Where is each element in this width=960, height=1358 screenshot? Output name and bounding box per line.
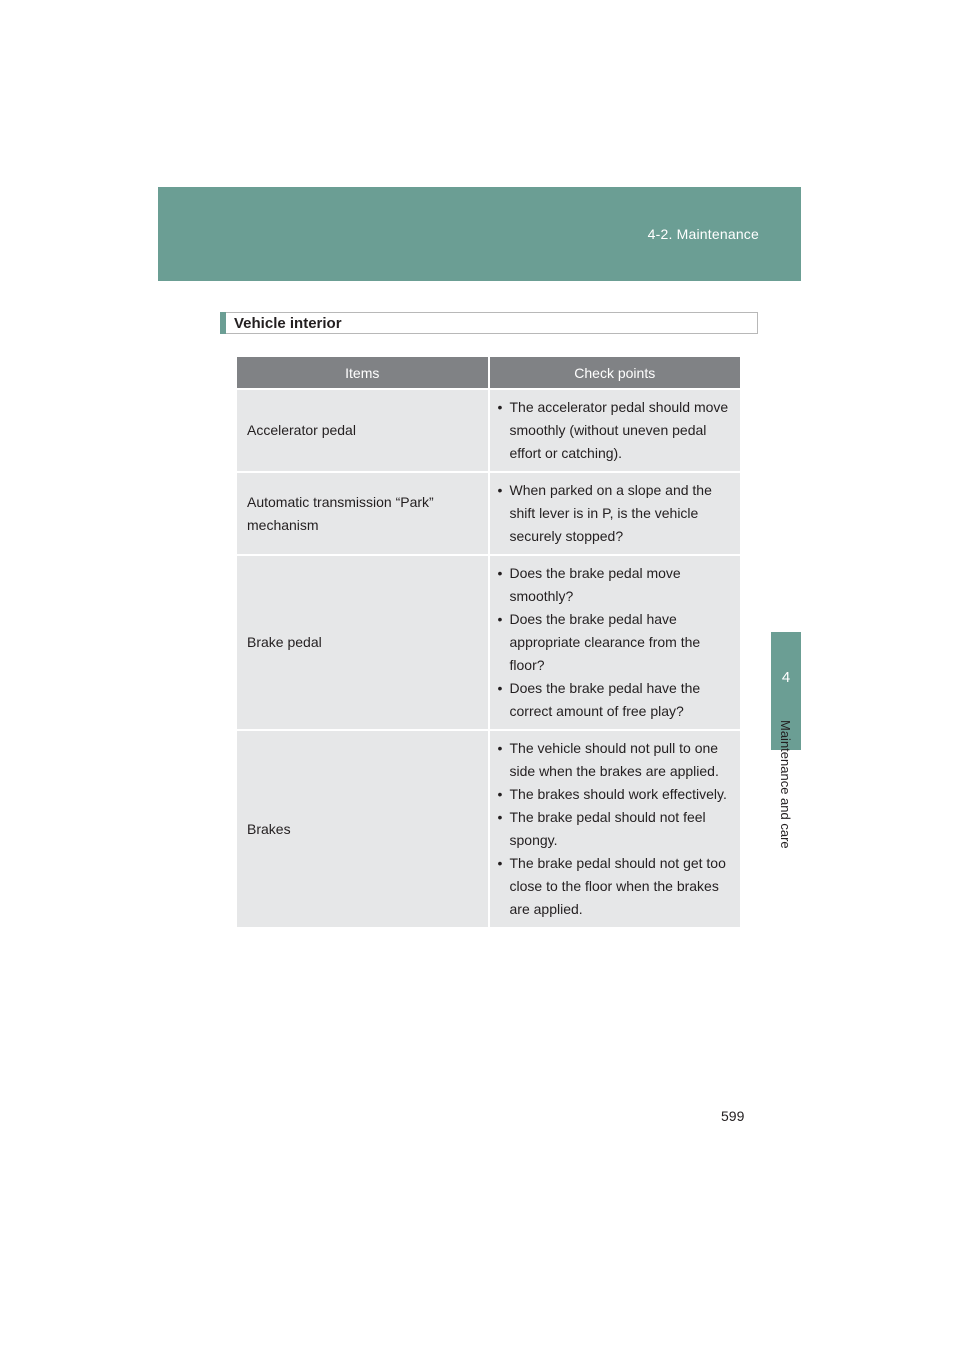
check-point: • Does the brake pedal move smoothly? (498, 562, 739, 608)
heading-text: Vehicle interior (234, 315, 342, 332)
table-row (237, 730, 740, 927)
table-row (237, 389, 740, 472)
column-header-check-points: Check points (489, 357, 741, 389)
section-heading (220, 312, 758, 334)
column-header-items: Items (237, 357, 489, 389)
item-cell: Accelerator pedal (237, 389, 489, 472)
table-row (237, 555, 740, 730)
header-band (158, 187, 801, 281)
points-cell (489, 472, 741, 555)
chapter-tab-number[interactable]: 4 (771, 632, 801, 750)
chapter-tab-label (772, 720, 802, 870)
check-point: • When parked on a slope and the shift lever is in P, is the vehicle securely stopped? (498, 479, 739, 548)
check-point: • The vehicle should not pull to one side when the brakes are applied. (498, 737, 739, 783)
points-cell (489, 555, 741, 730)
check-point: • The brake pedal should not feel spongy. (498, 806, 739, 852)
item-cell: Brake pedal (237, 555, 489, 730)
check-point: • The brakes should work effectively. (498, 783, 739, 806)
check-point: • Does the brake pedal have the correct amount of free play? (498, 677, 739, 723)
points-cell (489, 730, 741, 927)
points-cell (489, 389, 741, 472)
check-point: • The brake pedal should not get too close to the floor when the brakes are applied. (498, 852, 739, 921)
item-cell: Brakes (237, 730, 489, 927)
section-title: 4-2. Maintenance (647, 226, 759, 242)
table-row (237, 472, 740, 555)
page-number: 599 (721, 1108, 745, 1124)
item-cell: Automatic transmission “Park” mechanism (237, 472, 489, 555)
check-point: • Does the brake pedal have appropriate clearance from the floor? (498, 608, 739, 677)
check-point: • The accelerator pedal should move smoothly (without uneven pedal effort or catching). (498, 396, 739, 465)
table-header-row (237, 357, 740, 389)
check-table (237, 357, 740, 927)
heading-accent-bar (220, 312, 226, 334)
chapter-tab-label-text: Maintenance and care (778, 720, 793, 849)
